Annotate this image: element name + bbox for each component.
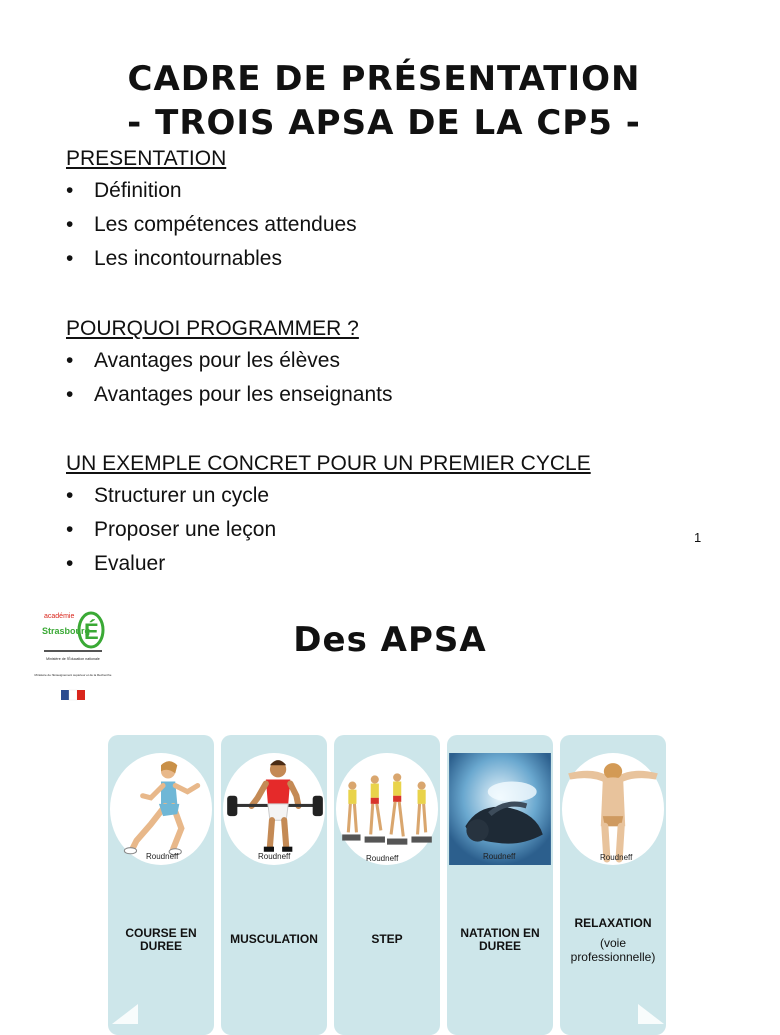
- bullet-dot: •: [66, 518, 74, 541]
- bullet-text: Définition: [94, 179, 182, 202]
- bullet-text: Avantages pour les élèves: [94, 349, 340, 372]
- slide-title: Des APSA: [293, 620, 487, 660]
- bullet-dot: •: [66, 247, 74, 270]
- svg-text:académie: académie: [44, 613, 75, 620]
- relaxation-icon: [562, 753, 664, 865]
- svg-text:Ministère de l'Éducation natio: Ministère de l'Éducation nationale: [46, 657, 100, 661]
- image-credit: Roudneff: [600, 853, 633, 862]
- bullet-item: [66, 174, 357, 208]
- section-pourquoi: [66, 314, 393, 412]
- card-label-text: STEP: [371, 932, 403, 946]
- bullet-dot: •: [66, 179, 74, 202]
- bullet-text: Evaluer: [94, 552, 166, 575]
- page-number: 1: [694, 530, 702, 545]
- section-presentation: [66, 144, 357, 276]
- apsa-card: [447, 735, 553, 1035]
- card-label-text: MUSCULATION: [230, 932, 318, 946]
- apsa-card-label: [564, 917, 662, 964]
- svg-text:É: É: [84, 619, 99, 644]
- step-figures-icon: [336, 753, 438, 865]
- bullet-dot: •: [66, 349, 74, 372]
- card-sublabel: (voie professionnelle): [570, 936, 656, 964]
- card-label-text: NATATION EN DUREE: [460, 926, 540, 953]
- apsa-card-label: [451, 927, 549, 953]
- apsa-card: [221, 735, 327, 1035]
- section-heading: UN EXEMPLE CONCRET POUR UN PREMIER CYCLE: [66, 452, 591, 475]
- svg-text:Strasbourg: Strasbourg: [42, 626, 91, 636]
- bullet-dot: •: [66, 383, 74, 406]
- bullet-dot: •: [66, 552, 74, 575]
- apsa-card: [108, 735, 214, 1035]
- weightlifter-icon: [223, 753, 325, 865]
- bullet-item: [66, 242, 357, 276]
- bullet-text: Structurer un cycle: [94, 484, 270, 507]
- section-exemple: [66, 449, 591, 581]
- apsa-card: [334, 735, 440, 1035]
- bottom-arrow: [108, 1004, 668, 1024]
- title-line-1: CADRE DE PRÉSENTATION: [127, 59, 641, 99]
- bullet-item: [66, 208, 357, 242]
- card-label-text: RELAXATION: [574, 916, 652, 930]
- apsa-card-label: [225, 933, 323, 946]
- bullet-dot: •: [66, 484, 74, 507]
- bullet-text: Avantages pour les enseignants: [94, 383, 393, 406]
- apsa-card: [560, 735, 666, 1035]
- card-label-text: COURSE EN DUREE: [125, 926, 197, 953]
- runner-icon: [110, 753, 212, 865]
- bullet-item: [66, 378, 393, 412]
- image-credit: Roudneff: [483, 852, 516, 861]
- section-heading: PRESENTATION: [66, 147, 227, 170]
- bullet-item: [66, 479, 591, 513]
- bullet-item: [66, 513, 591, 547]
- svg-text:Ministère de l'Enseignement su: Ministère de l'Enseignement supérieur et de la Recherche: [34, 673, 112, 677]
- image-credit: Roudneff: [366, 854, 399, 863]
- apsa-card-label: [338, 933, 436, 946]
- image-credit: Roudneff: [258, 852, 291, 861]
- bullet-text: Les incontournables: [94, 247, 282, 270]
- page-title: [0, 57, 768, 145]
- apsa-card-label: [112, 927, 210, 953]
- image-credit: Roudneff: [146, 852, 179, 861]
- bullet-item: [66, 547, 591, 581]
- bullet-text: Proposer une leçon: [94, 518, 277, 541]
- title-line-2: - TROIS APSA DE LA CP5 -: [127, 103, 641, 143]
- bullet-text: Les compétences attendues: [94, 213, 357, 236]
- bullet-dot: •: [66, 213, 74, 236]
- swimmer-icon: [449, 753, 551, 865]
- bullet-item: [66, 344, 393, 378]
- section-heading: POURQUOI PROGRAMMER ?: [66, 317, 359, 340]
